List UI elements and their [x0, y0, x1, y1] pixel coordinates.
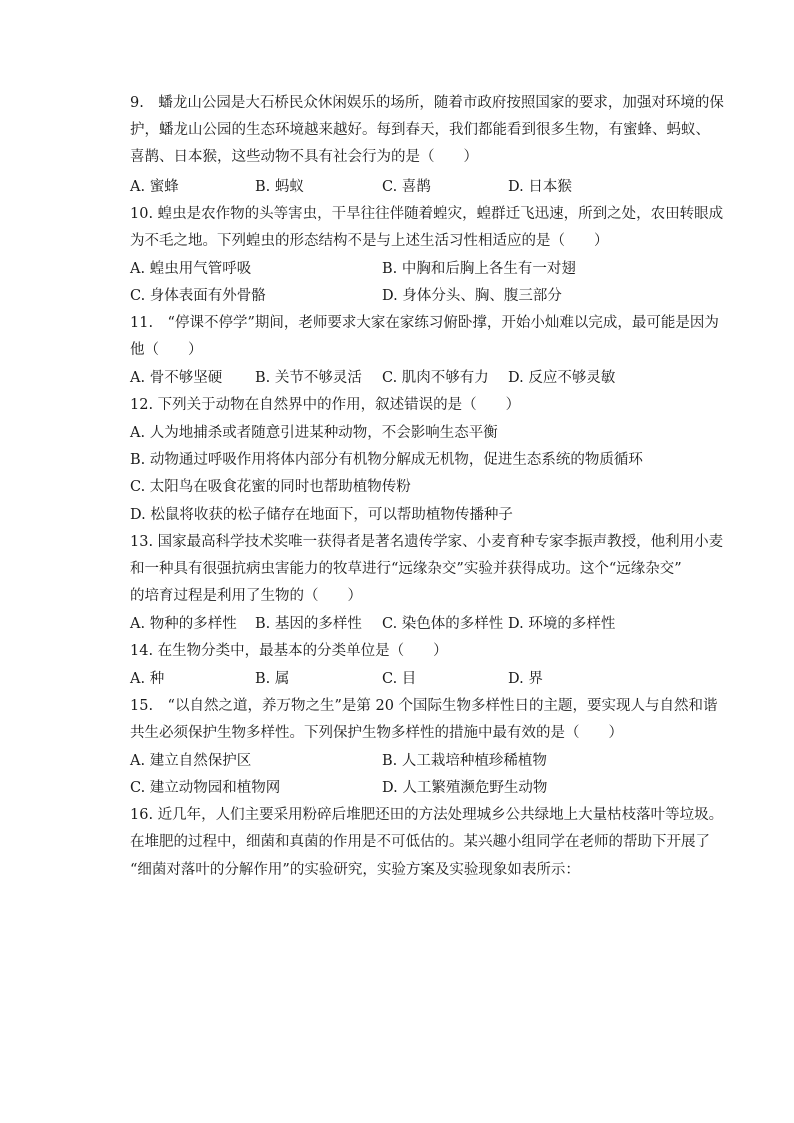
- option-a: A. 人为地捕杀或者随意引进某种动物，不会影响生态平衡: [130, 425, 498, 441]
- options-row: [130, 283, 690, 310]
- options-row: [130, 365, 690, 392]
- option-c: C. 目: [382, 671, 417, 687]
- question-stem-line: 共生必须保护生物多样性。下列保护生物多样性的措施中最有效的是（ ）: [130, 725, 623, 741]
- options-row: [130, 174, 690, 201]
- option-a: A. 物种的多样性: [130, 616, 237, 632]
- option-d: D. 人工繁殖濒危野生动物: [382, 780, 548, 796]
- option-d: D. 松鼠将收获的松子储存在地面下，可以帮助植物传播种子: [130, 507, 513, 523]
- option-c: C. 染色体的多样性: [382, 616, 504, 632]
- question-stem-line: 的培育过程是利用了生物的（ ）: [130, 588, 362, 604]
- option-b: B. 关节不够灵活: [255, 370, 362, 386]
- question-stem-line: 12. 下列关于动物在自然界中的作用，叙述错误的是（ ）: [130, 397, 521, 413]
- option-d: D. 环境的多样性: [508, 616, 616, 632]
- options-row: [130, 666, 690, 693]
- option-a: A. 蜜蜂: [130, 179, 179, 195]
- option-b: B. 属: [255, 671, 290, 687]
- question-stem-line: 11. “停课不停学”期间，老师要求大家在家练习俯卧撑，开始小灿难以完成，最可能是因为: [130, 315, 719, 331]
- option-c: C. 身体表面有外骨骼: [130, 288, 266, 304]
- question-stem-line: 16. 近几年，人们主要采用粉碎后堆肥还田的方法处理城乡公共绿地上大量枯枝落叶等垃圾。: [130, 807, 724, 823]
- option-d: D. 反应不够灵敏: [508, 370, 616, 386]
- question-stem-line: 13. 国家最高科学技术奖唯一获得者是著名遗传学家、小麦育种专家李振声教授，他利用小麦: [130, 534, 724, 550]
- question-stem-line: 在堆肥的过程中，细菌和真菌的作用是不可低估的。某兴趣小组同学在老师的帮助下开展了: [130, 834, 710, 850]
- options-row: [130, 256, 690, 283]
- options-row: [130, 611, 690, 638]
- option-b: B. 基因的多样性: [255, 616, 362, 632]
- option-a: A. 建立自然保护区: [130, 753, 252, 769]
- options-row: [130, 474, 690, 501]
- option-b: B. 中胸和后胸上各生有一对翅: [382, 261, 576, 277]
- question-stem-line: “细菌对落叶的分解作用”的实验研究，实验方案及实验现象如表所示：: [130, 862, 580, 878]
- option-d: D. 日本猴: [508, 179, 572, 195]
- question-stem-line: 护，蟠龙山公园的生态环境越来越好。每到春天，我们都能看到很多生物，有蜜蜂、蚂蚁、: [130, 122, 710, 138]
- options-row: [130, 447, 690, 474]
- option-c: C. 太阳鸟在吸食花蜜的同时也帮助植物传粉: [130, 479, 411, 495]
- option-a: A. 骨不够坚硬: [130, 370, 223, 386]
- question-stem-line: 15. “以自然之道，养万物之生”是第 20 个国际生物多样性日的主题，要实现人与自然和谐: [130, 698, 718, 714]
- question-stem-line: 和一种具有很强抗病虫害能力的牧草进行“远缘杂交”实验并获得成功。这个“远缘杂交”: [130, 561, 682, 577]
- question-stem-line: 喜鹊、日本猴，这些动物不具有社会行为的是（ ）: [130, 149, 478, 165]
- options-row: [130, 420, 690, 447]
- option-a: A. 蝗虫用气管呼吸: [130, 261, 252, 277]
- option-d: D. 身体分头、胸、腹三部分: [382, 288, 562, 304]
- option-d: D. 界: [508, 671, 543, 687]
- options-row: [130, 502, 690, 529]
- question-stem-line: 他（ ）: [130, 342, 203, 358]
- options-row: [130, 775, 690, 802]
- question-stem-line: 10. 蝗虫是农作物的头等害虫，干旱往往伴随着蝗灾，蝗群迁飞迅速，所到之处，农田转眼成: [130, 206, 724, 222]
- question-stem-line: 为不毛之地。下列蝗虫的形态结构不是与上述生活习性相适应的是（ ）: [130, 233, 609, 249]
- option-c: C. 肌肉不够有力: [382, 370, 489, 386]
- options-row: [130, 748, 690, 775]
- option-b: B. 动物通过呼吸作用将体内部分有机物分解成无机物，促进生态系统的物质循环: [130, 452, 643, 468]
- question-stem-line: 14. 在生物分类中，最基本的分类单位是（ ）: [130, 643, 448, 659]
- option-a: A. 种: [130, 671, 165, 687]
- option-b: B. 人工栽培种植珍稀植物: [382, 753, 547, 769]
- question-stem-line: 9. 蟠龙山公园是大石桥民众休闲娱乐的场所，随着市政府按照国家的要求，加强对环境的保: [130, 95, 724, 111]
- option-c: C. 建立动物园和植物网: [130, 780, 281, 796]
- option-c: C. 喜鹊: [382, 179, 431, 195]
- option-b: B. 蚂蚁: [255, 179, 304, 195]
